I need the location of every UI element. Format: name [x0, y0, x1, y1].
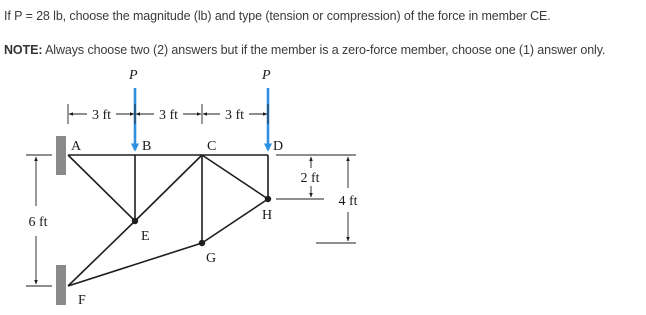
problem-statement: If P = 28 lb, choose the magnitude (lb) and type (tension or compression) of the force in member CE.	[4, 9, 551, 23]
member-ce	[135, 155, 202, 221]
dim-right-small: 2 ft	[300, 171, 320, 186]
note-label: NOTE:	[4, 43, 43, 57]
joint-label-f: F	[78, 293, 86, 308]
joint-label-h: H	[262, 208, 273, 223]
load-label-d: P	[262, 68, 271, 83]
load-label-b: P	[129, 68, 138, 83]
joint-label-a: A	[71, 139, 82, 154]
dim-left: 6 ft	[28, 215, 48, 230]
note-text: Always choose two (2) answers but if the member is a zero-force member, choose one (1) answer only.	[42, 43, 606, 57]
dim-top-2: 3 ft	[158, 108, 179, 123]
joint-label-d: D	[273, 139, 284, 154]
member-ef	[68, 221, 135, 286]
joint-label-g: G	[206, 251, 217, 266]
truss-members	[68, 155, 268, 286]
joint-e-pin	[132, 218, 138, 224]
joint-h-pin	[265, 196, 271, 202]
dim-right-large: 4 ft	[338, 194, 358, 209]
wall-support-a	[56, 136, 66, 175]
joint-g-pin	[199, 240, 205, 246]
joint-label-c: C	[207, 139, 217, 154]
member-ae	[68, 155, 135, 221]
member-gh	[202, 199, 268, 243]
member-fg	[68, 243, 202, 286]
joint-label-b: B	[142, 139, 152, 154]
joint-label-e: E	[141, 229, 150, 244]
dim-top-1: 3 ft	[91, 108, 112, 123]
dim-top-3: 3 ft	[224, 108, 245, 123]
wall-support-f	[56, 265, 66, 305]
member-ch	[202, 155, 268, 199]
